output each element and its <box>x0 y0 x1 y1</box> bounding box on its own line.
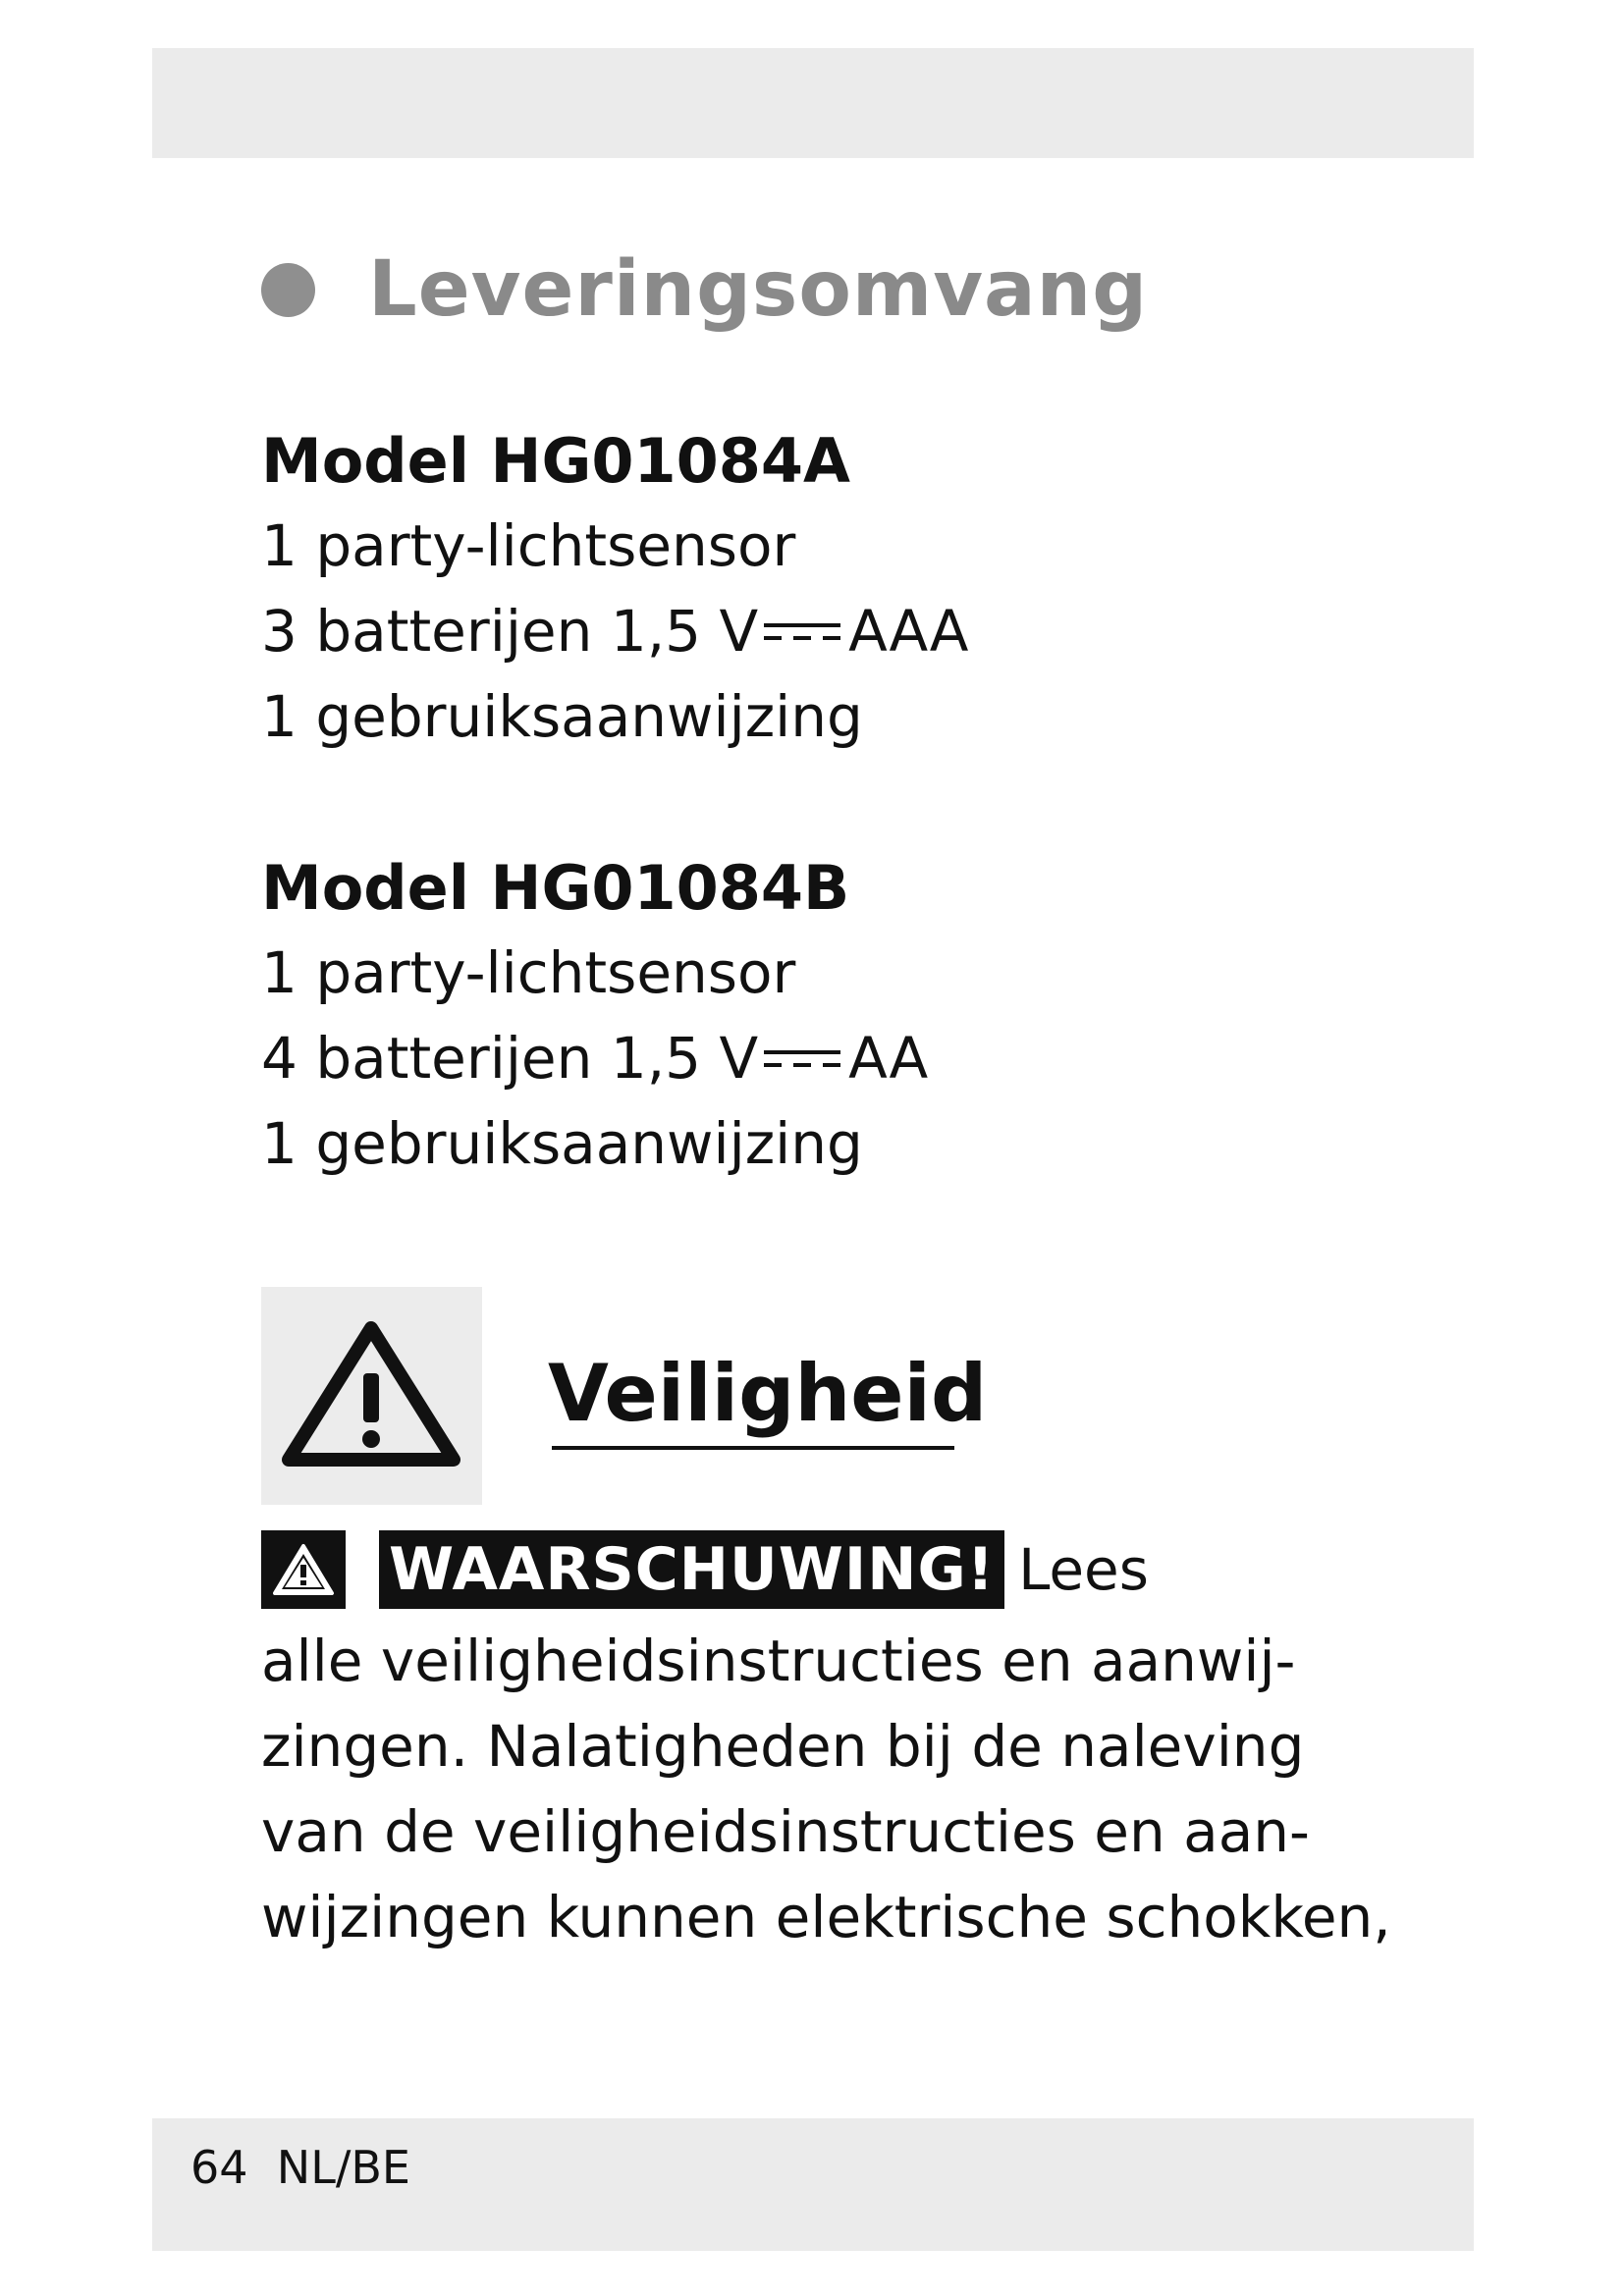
safety-title-underline <box>552 1446 954 1450</box>
dc-current-icon <box>764 618 840 646</box>
warning-body-line: wijzingen kunnen elektrische schokken, <box>261 1884 1391 1950</box>
model-b-item-2 <box>261 1016 928 1101</box>
page-footer <box>190 2140 410 2195</box>
warning-small-icon <box>261 1530 346 1609</box>
section-title: Leveringsomvang <box>368 245 1149 334</box>
warning-row <box>261 1527 1149 1612</box>
model-a-item-2 <box>261 589 968 674</box>
model-a-block <box>261 419 968 760</box>
warning-triangle-icon <box>261 1287 482 1505</box>
model-b-battery-text: 4 batterijen 1,5 V <box>261 1025 759 1092</box>
footer-locale: NL/BE <box>276 2141 410 2194</box>
model-a-battery-type: AAA <box>848 598 969 665</box>
warning-body-line: van de veiligheidsinstructies en aan- <box>261 1798 1310 1865</box>
model-b-battery-type: AA <box>848 1025 929 1092</box>
model-a-title: Model HG01084A <box>261 425 851 497</box>
model-a-item-1: 1 party-lichtsensor <box>261 512 796 579</box>
warning-body-line: alle veiligheidsinstructies en aanwij- <box>261 1628 1296 1694</box>
safety-title: Veiligheid <box>548 1348 988 1439</box>
dc-current-icon <box>764 1045 840 1073</box>
warning-body <box>261 1619 1391 1960</box>
header-band <box>152 48 1474 158</box>
warning-label: WAARSCHUWING! <box>379 1530 1004 1609</box>
safety-icon-box <box>261 1287 482 1505</box>
bullet-dot-icon <box>261 263 315 317</box>
model-a-battery-text: 3 batterijen 1,5 V <box>261 598 759 665</box>
model-b-item-1: 1 party-lichtsensor <box>261 939 796 1006</box>
model-a-item-3: 1 gebruiksaanwijzing <box>261 683 863 750</box>
warning-lead-text: Lees <box>1018 1536 1149 1603</box>
model-b-item-3: 1 gebruiksaanwijzing <box>261 1110 863 1177</box>
warning-body-line: zingen. Nalatigheden bij de naleving <box>261 1713 1305 1780</box>
model-b-block <box>261 846 928 1187</box>
section-heading <box>261 236 1148 344</box>
page-number: 64 <box>190 2141 248 2194</box>
model-b-title: Model HG01084B <box>261 852 850 924</box>
